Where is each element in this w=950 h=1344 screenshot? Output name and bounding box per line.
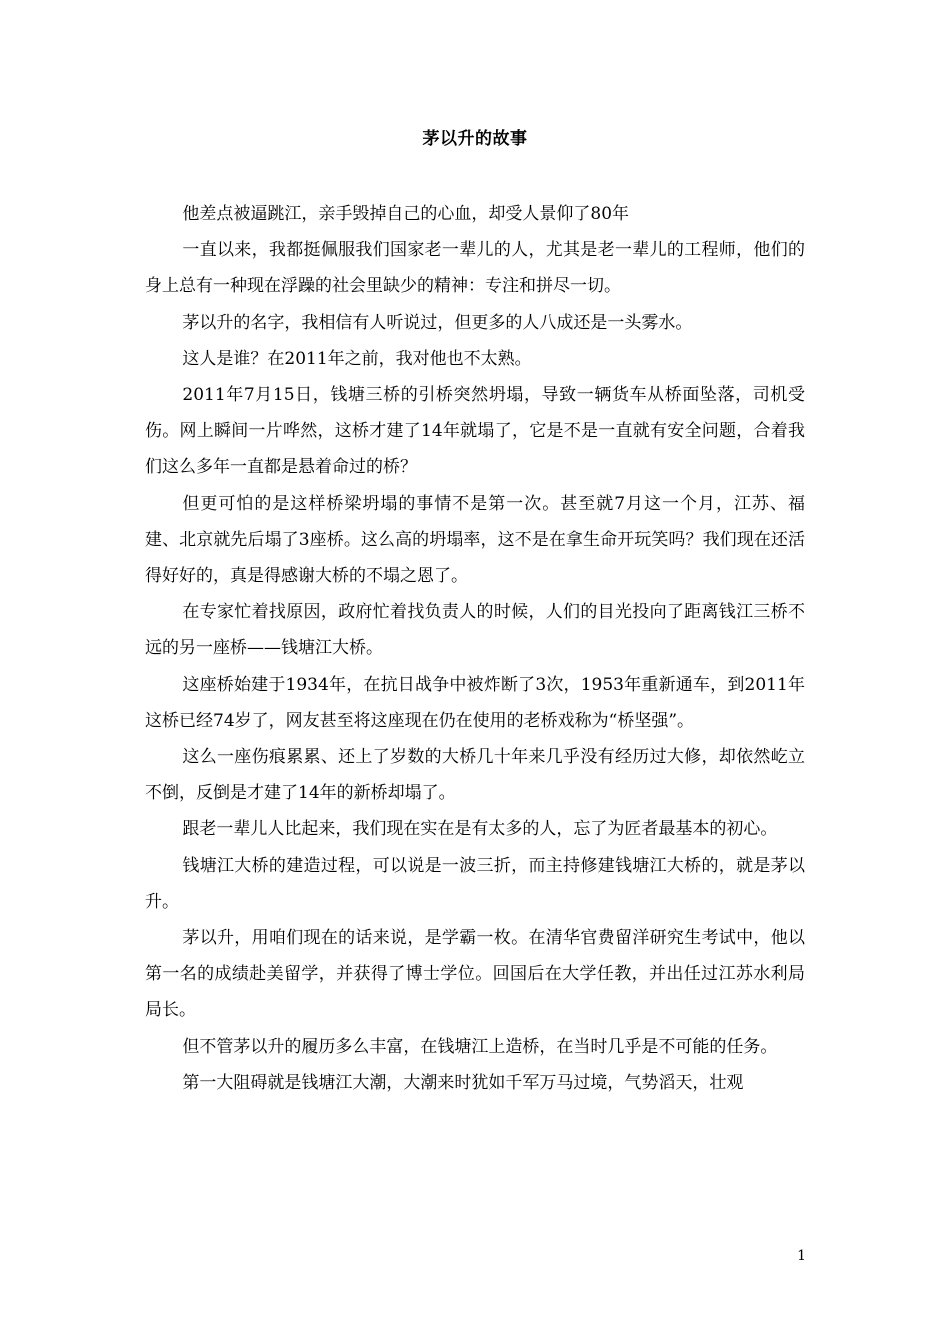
paragraph: 这座桥始建于1934年，在抗日战争中被炸断了3次，1953年重新通车，到2011年这桥已经74岁了，网友甚至将这座现在仍在使用的老桥戏称为“桥坚强”。 xyxy=(145,674,805,731)
paragraph: 茅以升的名字，我相信有人听说过，但更多的人八成还是一头雾水。 xyxy=(182,312,693,333)
paragraph: 但不管茅以升的履历多么丰富，在钱塘江上造桥，在当时几乎是不可能的任务。 xyxy=(182,1036,778,1057)
paragraph: 一直以来，我都挺佩服我们国家老一辈儿的人，尤其是老一辈儿的工程师，他们的身上总有一种现在浮躁的社会里缺少的精神：专注和拼尽一切。 xyxy=(145,240,805,297)
paragraph: 茅以升，用咱们现在的话来说，是学霸一枚。在清华官费留洋研究生考试中，他以第一名的成绩赴美留学，并获得了博士学位。回国后在大学任教，并出任过江苏水利局局长。 xyxy=(145,928,805,1021)
page-number: 1 xyxy=(797,1248,806,1264)
paragraph: 但更可怕的是这样桥梁坍塌的事情不是第一次。甚至就7月这一个月，江苏、福建、北京就先后塌了3座桥。这么高的坍塌率，这不是在拿生命开玩笑吗？我们现在还活得好好的，真是得感谢大桥的不塌之恩了。 xyxy=(145,493,805,587)
paragraph: 第一大阻碍就是钱塘江大潮，大潮来时犹如千军万马过境，气势滔天，壮观 xyxy=(182,1072,744,1093)
paragraph: 这人是谁？在2011年之前，我对他也不太熟。 xyxy=(182,348,532,369)
paragraph: 2011年7月15日，钱塘三桥的引桥突然坍塌，导致一辆货车从桥面坠落，司机受伤。网上瞬间一片哗然，这桥才建了14年就塌了，它是不是一直就有安全问题，合着我们这么多年一直都是悬着命过的桥？ xyxy=(145,385,805,478)
paragraph: 他差点被逼跳江，亲手毁掉自己的心血，却受人景仰了80年 xyxy=(182,204,630,224)
paragraph: 钱塘江大桥的建造过程，可以说是一波三折，而主持修建钱塘江大桥的，就是茅以升。 xyxy=(145,855,805,912)
paragraph: 在专家忙着找原因，政府忙着找负责人的时候，人们的目光投向了距离钱江三桥不远的另一座桥——钱塘江大桥。 xyxy=(145,602,805,659)
document-body xyxy=(145,196,805,1101)
document-title: 茅以升的故事 xyxy=(422,129,528,149)
paragraph: 跟老一辈儿人比起来，我们现在实在是有太多的人，忘了为匠者最基本的初心。 xyxy=(182,819,778,840)
paragraph: 这么一座伤痕累累、还上了岁数的大桥几十年来几乎没有经历过大修，却依然屹立不倒，反倒是才建了14年的新桥却塌了。 xyxy=(145,747,805,804)
